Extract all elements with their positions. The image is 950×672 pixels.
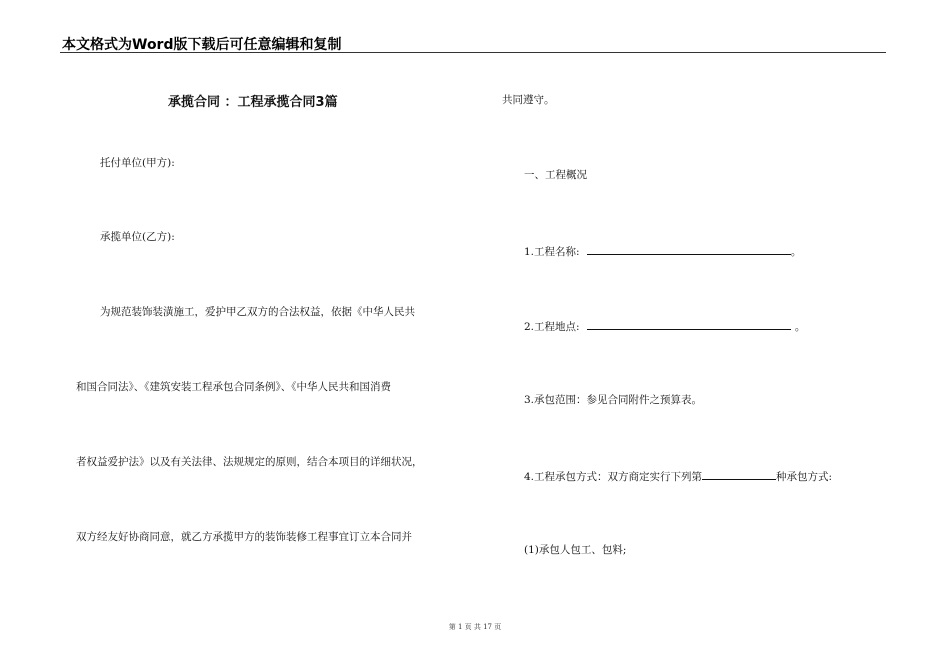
contract-method-option-1: (1)承包人包工、包料;: [524, 544, 627, 556]
section-heading-project-overview: 一、工程概况: [524, 169, 587, 181]
contractor-party-line: 承揽单位(乙方):: [100, 231, 175, 243]
continuation-line: 共同遵守。: [502, 94, 555, 106]
contract-method-blank: [702, 468, 776, 480]
project-name-blank: [587, 243, 791, 255]
contract-method-row: [524, 468, 832, 484]
header-divider: [60, 52, 886, 53]
client-party-line: 托付单位(甲方):: [100, 157, 175, 169]
contract-method-label: 4.工程承包方式：双方商定实行下列第: [524, 471, 703, 483]
paragraph-line-2: 和国合同法》、《建筑安装工程承包合同条例》、《中华人民共和国消费: [76, 381, 391, 393]
paragraph-line-4: 双方经友好协商同意，就乙方承揽甲方的装饰装修工程事宜订立本合同并: [76, 531, 412, 543]
page-number: 第 1 页 共 17 页: [448, 623, 502, 631]
project-name-label: 1.工程名称:: [524, 246, 580, 258]
contract-method-end: 种承包方式:: [776, 471, 833, 483]
project-name-end: 。: [790, 246, 802, 258]
document-header: 本文格式为Word版下载后可任意编辑和复制: [62, 37, 342, 53]
paragraph-line-1: 为规范装饰装潢施工，爱护甲乙双方的合法权益，依据《中华人民共: [100, 306, 415, 318]
paragraph-line-3: 者权益爱护法》以及有关法律、法规规定的原则，结合本项目的详细状况，: [76, 456, 423, 468]
project-location-label: 2.工程地点:: [524, 321, 580, 333]
project-location-end: 。: [794, 321, 806, 333]
project-location-row: [524, 318, 805, 334]
document-title: 承揽合同 ：工程承揽合同3篇: [168, 95, 338, 110]
project-location-blank: [587, 318, 791, 330]
contract-scope-line: 3.承包范围：参见合同附件之预算表。: [524, 394, 703, 406]
project-name-row: [524, 243, 801, 259]
